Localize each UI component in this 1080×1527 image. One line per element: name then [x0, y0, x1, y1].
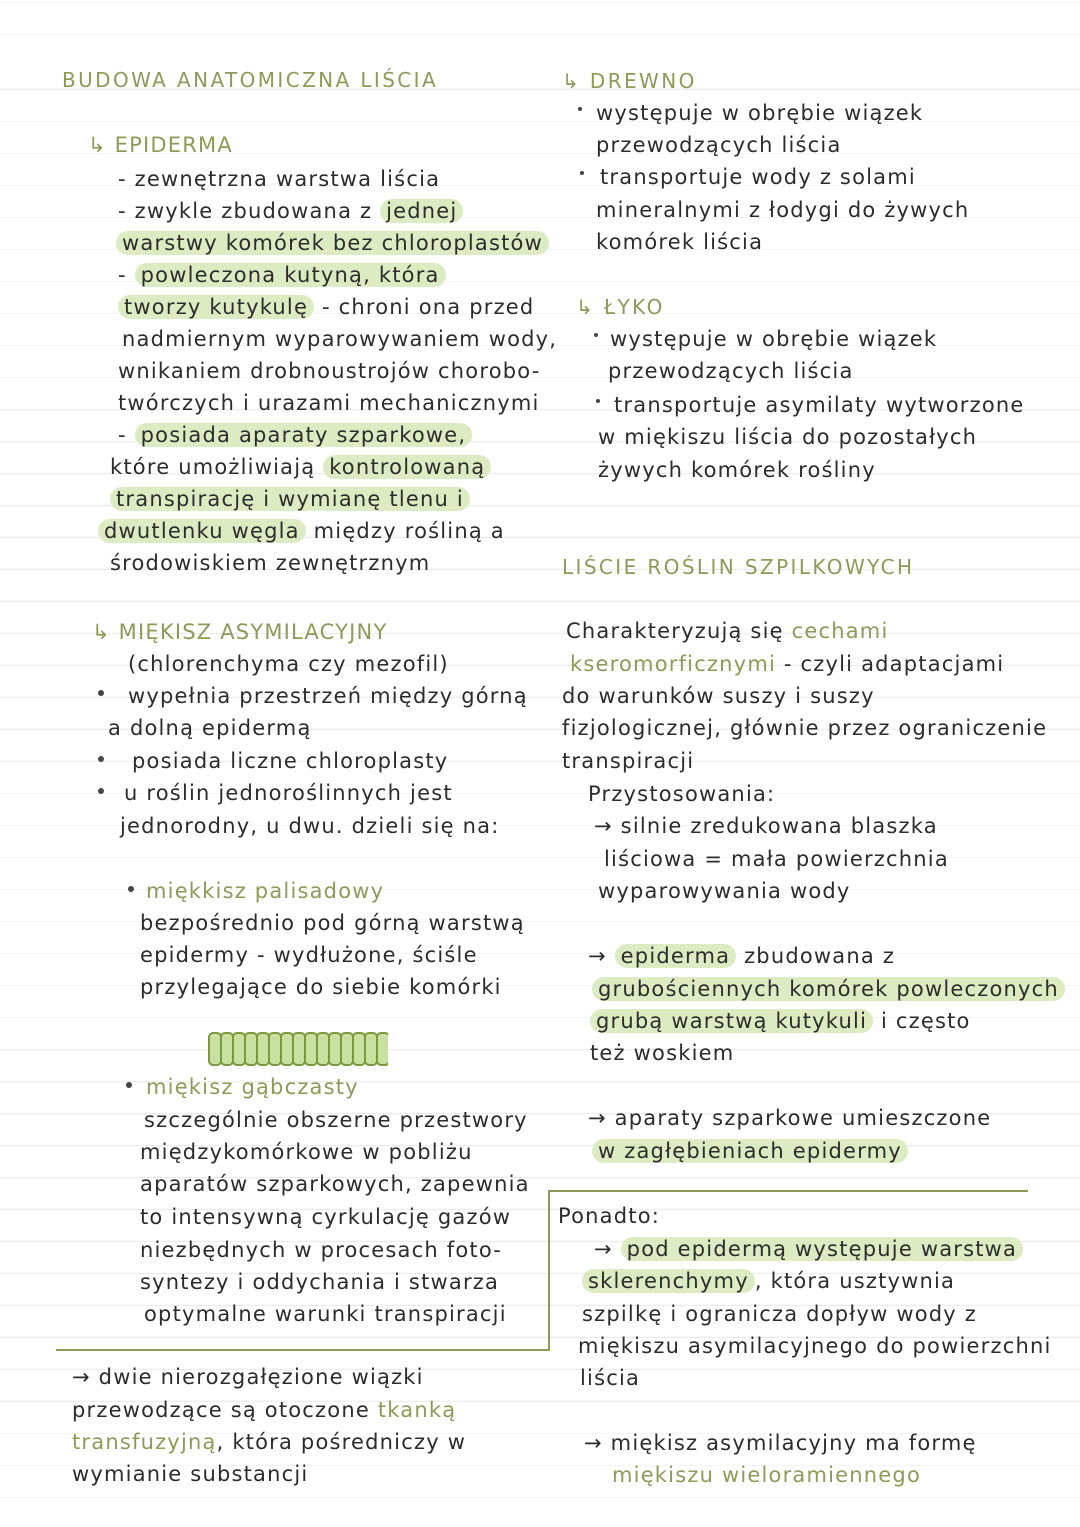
palisade-cells-illustration [208, 1032, 388, 1066]
epiderma-heading: ↳ EPIDERMA [88, 133, 233, 157]
text-line: grubościennych komórek powleczonych [592, 975, 1065, 1003]
ponadto-label: Ponadto: [558, 1204, 661, 1228]
text-line: wnikaniem drobnoustrojów chorobo- [118, 359, 541, 383]
text-line: szpilkę i ogranicza dopływ wody z [582, 1302, 978, 1326]
text-line: posiada liczne chloroplasty [132, 749, 449, 773]
text-line: transportuje wody z solami [600, 165, 916, 189]
gabczasty-heading: miękisz gąbczasty [146, 1075, 359, 1099]
text-line: Przystosowania: [588, 782, 776, 806]
miekisz-heading: ↳ MIĘKISZ ASYMILACYJNY [92, 620, 388, 644]
drewno-heading: ↳ DREWNO [562, 69, 697, 93]
bullet-icon [596, 399, 600, 403]
text-line: w zagłębieniach epidermy [592, 1137, 908, 1165]
text-line: komórek liścia [596, 230, 764, 254]
text-line: miękiszu wieloramiennego [612, 1463, 921, 1487]
text-line: dwutlenku węgla między rośliną a [98, 517, 505, 545]
text-line: wymianie substancji [72, 1462, 309, 1486]
lyko-heading: ↳ ŁYKO [576, 295, 665, 319]
box-left-border [548, 1190, 550, 1350]
bullet-icon [128, 886, 134, 892]
text-line: → pod epidermą występuje warstwa [594, 1235, 1023, 1263]
text-line: sklerenchymy , która usztywnia [582, 1267, 955, 1295]
text-line: miękiszu asymilacyjnego do powierzchni [578, 1334, 1052, 1358]
section-divider [56, 1349, 550, 1351]
text-line: występuje w obrębie wiązek [596, 101, 924, 125]
text-line: tworzy kutykulę - chroni ona przed [118, 293, 534, 321]
box-top-border [548, 1190, 1028, 1192]
text-line: do warunków suszy i suszy [562, 684, 875, 708]
bullet-icon [98, 756, 104, 762]
bullet-icon [594, 333, 598, 337]
text-line: transfuzyjną, która pośredniczy w [72, 1430, 467, 1454]
text-line: → silnie zredukowana blaszka [594, 814, 938, 838]
bullet-icon [98, 690, 104, 696]
text-line: twórczych i urazami mechanicznymi [118, 391, 540, 415]
text-line: w miękiszu liścia do pozostałych [598, 425, 978, 449]
bullet-icon [126, 1082, 132, 1088]
text-line: przewodzących liścia [596, 133, 842, 157]
text-line: też woskiem [590, 1041, 735, 1065]
text-line: (chlorenchyma czy mezofil) [128, 652, 449, 676]
text-line: warstwy komórek bez chloroplastów [116, 229, 549, 257]
szpilkowe-title: LIŚCIE ROŚLIN SZPILKOWYCH [562, 555, 915, 579]
text-line: szczególnie obszerne przestwory [144, 1108, 528, 1132]
text-line: syntezy i oddychania i stwarza [140, 1270, 500, 1294]
text-line: - zewnętrzna warstwa liścia [118, 167, 441, 191]
text-line: u roślin jednoroślinnych jest [124, 781, 453, 805]
text-line: kseromorficznymi - czyli adaptacjami [570, 652, 1005, 676]
text-line: transpirację i wymianę tlenu i [110, 485, 470, 513]
text-line: → aparaty szparkowe umieszczone [588, 1106, 992, 1130]
text-line: występuje w obrębie wiązek [610, 327, 938, 351]
text-line: przewodzących liścia [608, 359, 854, 383]
text-line: transpiracji [562, 749, 695, 773]
text-line: transportuje asymilaty wytworzone [614, 393, 1025, 417]
text-line: - posiada aparaty szparkowe, [118, 421, 472, 449]
text-line: → epiderma zbudowana z [588, 944, 896, 968]
text-line: przewodzące są otoczone tkanką [72, 1398, 457, 1422]
page-title: BUDOWA ANATOMICZNA LIŚCIA [62, 68, 439, 92]
text-line: wypełnia przestrzeń między górną [128, 684, 528, 708]
text-line: aparatów szparkowych, zapewnia [140, 1172, 530, 1196]
text-line: bezpośrednio pod górną warstwą [140, 911, 525, 935]
text-line: niezbędnych w procesach foto- [140, 1238, 503, 1262]
text-line: które umożliwiają kontrolowaną [110, 453, 491, 481]
text-line: liścia [580, 1366, 641, 1390]
bullet-icon [580, 171, 584, 175]
text-line: a dolną epidermą [108, 716, 312, 740]
text-line: liściowa = mała powierzchnia [604, 847, 949, 871]
text-line: fizjologicznej, głównie przez ograniczenie [562, 716, 1048, 740]
text-line: → dwie nierozgałęzione wiązki [72, 1365, 424, 1389]
text-line: → miękisz asymilacyjny ma formę [584, 1431, 977, 1455]
bullet-icon [98, 788, 104, 794]
text-line: nadmiernym wyparowywaniem wody, [122, 327, 558, 351]
text-line: optymalne warunki transpiracji [144, 1302, 507, 1326]
text-line: epidermy - wydłużone, ściśle [140, 943, 478, 967]
text-line: przylegające do siebie komórki [140, 975, 502, 999]
text-line: to intensywną cyrkulację gazów [140, 1205, 512, 1229]
text-line: - zwykle zbudowana z jednej [118, 197, 463, 225]
bullet-icon [578, 107, 582, 111]
text-line: środowiskiem zewnętrznym [110, 551, 431, 575]
text-line: grubą warstwą kutykuli i często [590, 1007, 971, 1035]
palisadowy-heading: miękkisz palisadowy [146, 879, 385, 903]
text-line: mineralnymi z łodygi do żywych [596, 198, 970, 222]
text-line: wyparowywania wody [598, 879, 851, 903]
text-line: żywych komórek rośliny [598, 458, 876, 482]
text-line: - powleczona kutyną, która [118, 261, 446, 289]
text-line: jednorodny, u dwu. dzieli się na: [120, 814, 500, 838]
text-line: międzykomórkowe w pobliżu [140, 1140, 473, 1164]
text-line: Charakteryzują się cechami [566, 619, 889, 643]
